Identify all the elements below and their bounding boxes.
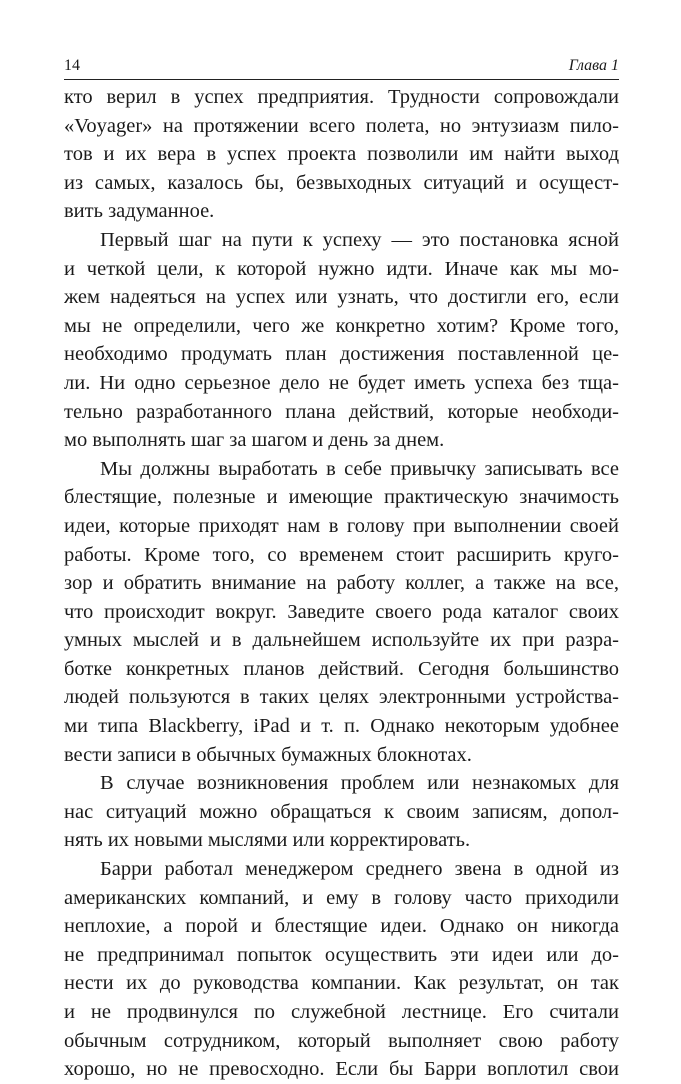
- text-line: В случае возникновения проблем или незнакомых для: [100, 772, 619, 795]
- header-divider: [64, 79, 619, 80]
- text-line: умных мыслей и в дальнейшем используйте их при разра-: [64, 629, 619, 652]
- paragraph: [64, 855, 619, 1084]
- text-line: работы. Кроме того, со временем стоит расширить круго-: [64, 543, 619, 566]
- text-line: кто верил в успех предприятия. Трудности сопровождали: [64, 86, 619, 108]
- text-line: из самых, казалось бы, безвыходных ситуаций и осущест-: [64, 171, 619, 194]
- text-line: тельно разработанного плана действий, которые необходи-: [64, 400, 619, 423]
- text-line: нять их новыми мыслями или корректировать.: [64, 829, 471, 852]
- text-line: Барри работал менеджером среднего звена в одной из: [100, 858, 619, 881]
- text-line: хорошо, но не превосходно. Если бы Барри воплотил свои: [64, 1058, 619, 1081]
- chapter-label: Глава 1: [568, 57, 619, 74]
- text-line: нас ситуаций можно обращаться к своим записям, допол-: [64, 800, 619, 823]
- text-line: неплохие, а порой и блестящие идеи. Однако он никогда: [64, 915, 619, 938]
- text-line: мы не определили, чего же конкретно хотим? Кроме того,: [64, 314, 619, 337]
- text-line: и не продвинулся по служебной лестнице. Его считали: [64, 1001, 619, 1023]
- page-number: 14: [64, 57, 80, 74]
- paragraph: [64, 769, 619, 855]
- text-line: Мы должны выработать в себе привычку записывать все: [100, 457, 619, 480]
- text-line: американских компаний, и ему в голову часто приходили: [64, 886, 619, 909]
- text-line: необходимо продумать план достижения поставленной це-: [64, 343, 619, 366]
- running-head: [64, 57, 619, 75]
- text-line: людей пользуются в таких целях электронными устройства-: [64, 686, 619, 709]
- text-line: вить задуманное.: [64, 200, 215, 223]
- text-line: «Voyager» на протяжении всего полета, но энтузиазм пило-: [64, 114, 619, 137]
- text-line: нести их до руководства компании. Как результат, он так: [64, 972, 619, 995]
- text-line: и четкой цели, к которой нужно идти. Иначе как мы мо-: [64, 257, 619, 280]
- text-line: блестящие, полезные и имеющие практическую значимость: [64, 486, 619, 509]
- text-line: что происходит вокруг. Заведите своего рода каталог своих: [64, 600, 619, 623]
- text-line: идеи, которые приходят нам в голову при выполнении своей: [64, 514, 619, 537]
- body-text: [64, 83, 619, 1084]
- text-line: ли. Ни одно серьезное дело не будет иметь успеха без тща-: [64, 371, 619, 394]
- text-line: зор и обратить внимание на работу коллег, а также на все,: [64, 572, 619, 595]
- paragraph: [64, 226, 619, 455]
- text-line: вести записи в обычных бумажных блокнотах.: [64, 743, 472, 766]
- text-line: Первый шаг на пути к успеху — это постановка ясной: [100, 228, 619, 251]
- text-line: ми типа Blackberry, iPad и т. п. Однако некоторым удобнее: [64, 715, 619, 738]
- paragraph: [64, 455, 619, 770]
- text-line: тов и их вера в успех проекта позволили им найти выход: [64, 143, 619, 166]
- text-line: мо выполнять шаг за шагом и день за днем.: [64, 429, 445, 452]
- text-line: не предпринимал попыток осуществить эти идеи или до-: [64, 943, 619, 966]
- text-line: ботке конкретных планов действий. Сегодня большинство: [64, 657, 619, 680]
- paragraph: [64, 83, 619, 226]
- text-line: обычным сотрудником, который выполняет свою работу: [64, 1029, 619, 1052]
- text-line: жем надеяться на успех или узнать, что достигли его, если: [64, 286, 619, 309]
